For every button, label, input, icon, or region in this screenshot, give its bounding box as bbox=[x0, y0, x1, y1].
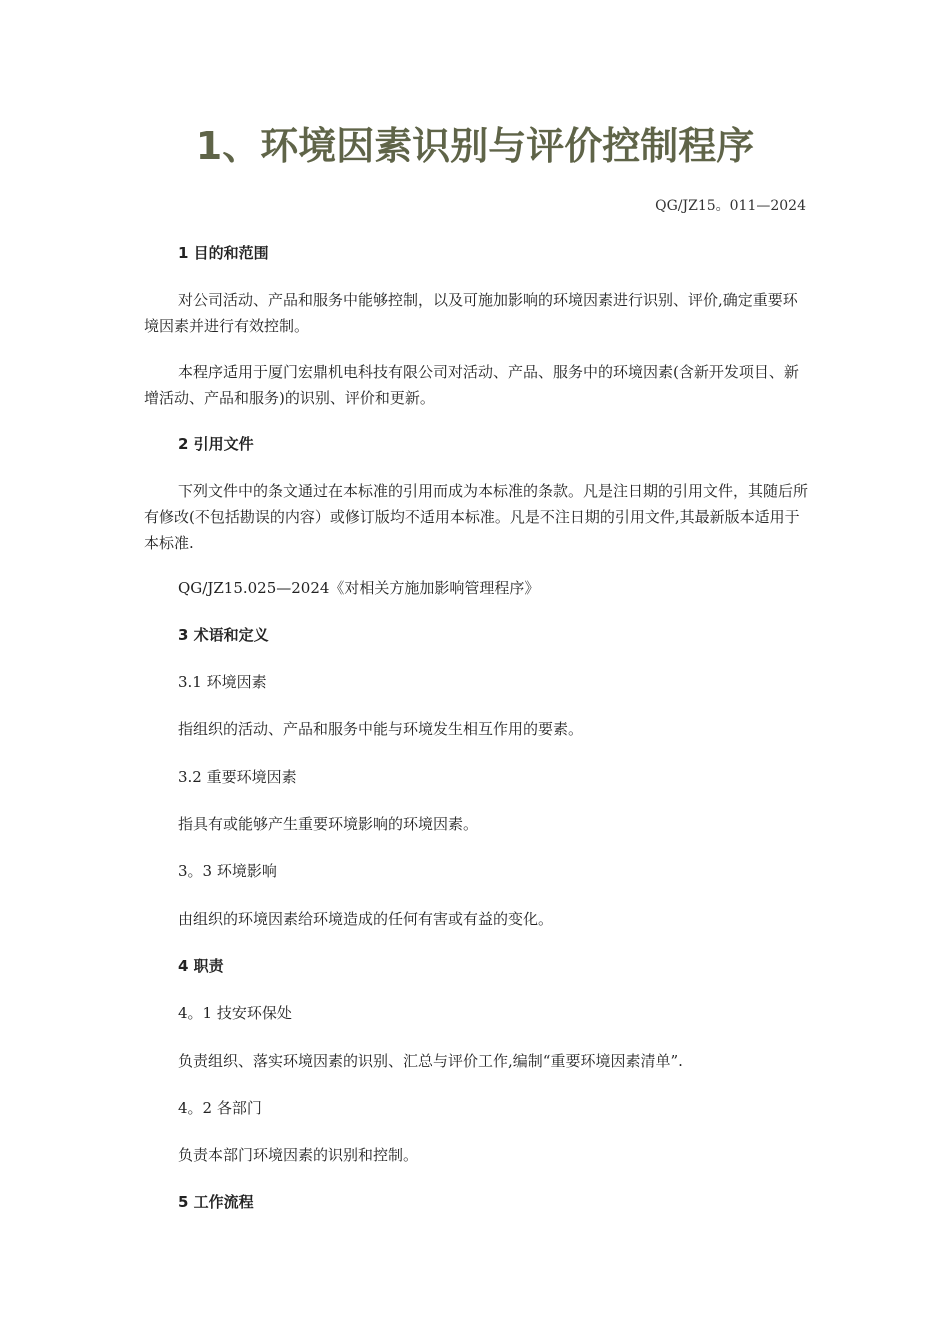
subsection-title-3-2: 3.2 重要环境因素 bbox=[178, 768, 297, 786]
paragraph-text: 下列文件中的条文通过在本标准的引用而成为本标准的条款。凡是注日期的引用文件，其随后所有修改(不包括勘误的内容）或修订版均不适用本标准。凡是不注日期的引用文件,其最新版本适用于本标准. bbox=[144, 482, 809, 552]
section-heading-1: 1 目的和范围 bbox=[178, 244, 269, 262]
subsection-text-3-1: 指组织的活动、产品和服务中能与环境发生相互作用的要素。 bbox=[178, 720, 584, 738]
document-title: 1、环境因素识别与评价控制程序 bbox=[195, 124, 755, 168]
paragraph-text: 对公司活动、产品和服务中能够控制，以及可施加影响的环境因素进行识别、评价,确定重要环境因素并进行有效控制。 bbox=[144, 291, 798, 335]
subsection-text-3-3: 由组织的环境因素给环境造成的任何有害或有益的变化。 bbox=[178, 910, 554, 928]
subsection-title-4-1: 4。1 技安环保处 bbox=[178, 1004, 292, 1022]
subsection-title-4-2: 4。2 各部门 bbox=[178, 1099, 262, 1117]
section-heading-4: 4 职责 bbox=[178, 957, 224, 975]
section-2-paragraph-1 bbox=[144, 478, 808, 556]
document-number: QG/JZ15。011—2024 bbox=[655, 198, 806, 214]
subsection-title-3-1: 3.1 环境因素 bbox=[178, 673, 267, 691]
subsection-text-4-2: 负责本部门环境因素的识别和控制。 bbox=[178, 1146, 419, 1164]
subsection-text-4-1: 负责组织、落实环境因素的识别、汇总与评价工作,编制“重要环境因素清单”. bbox=[178, 1052, 683, 1070]
subsection-text-3-2: 指具有或能够产生重要环境影响的环境因素。 bbox=[178, 815, 479, 833]
section-1-paragraph-2 bbox=[144, 359, 808, 411]
referenced-document: QG/JZ15.025—2024《对相关方施加影响管理程序》 bbox=[178, 579, 540, 597]
section-1-paragraph-1 bbox=[144, 287, 808, 339]
paragraph-text: 本程序适用于厦门宏鼎机电科技有限公司对活动、产品、服务中的环境因素(含新开发项目、新增活动、产品和服务)的识别、评价和更新。 bbox=[144, 363, 799, 407]
section-heading-3: 3 术语和定义 bbox=[178, 626, 269, 644]
subsection-title-3-3: 3。3 环境影响 bbox=[178, 862, 277, 880]
section-heading-5: 5 工作流程 bbox=[178, 1193, 254, 1211]
section-heading-2: 2 引用文件 bbox=[178, 435, 254, 453]
